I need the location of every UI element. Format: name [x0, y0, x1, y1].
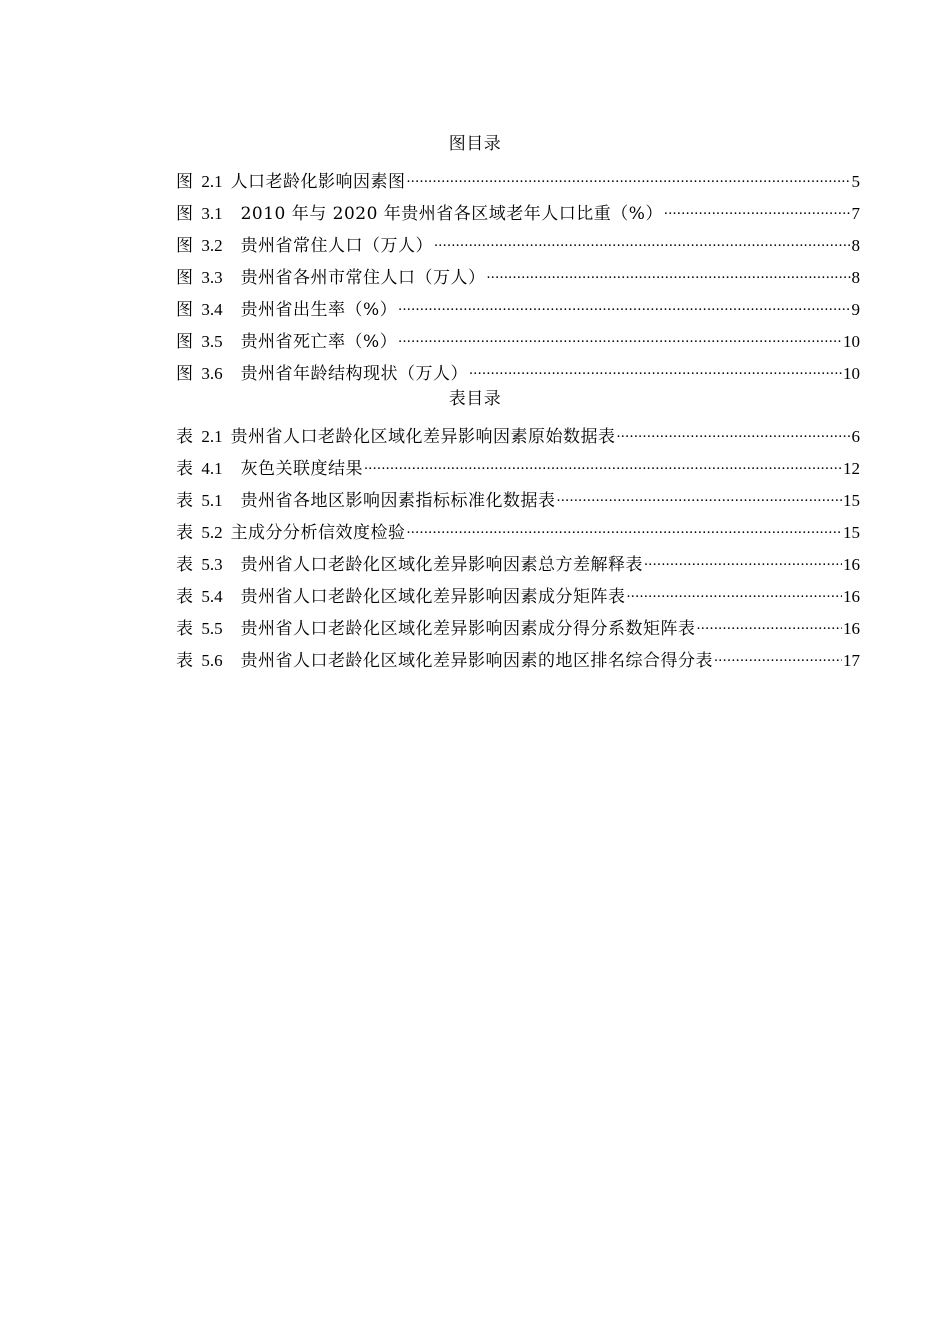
entry-number: 5.1	[201, 491, 223, 510]
entry-page: 16	[843, 619, 860, 638]
table-toc-entry[interactable]	[176, 612, 860, 644]
entry-title: 贵州省死亡率（%）	[240, 332, 398, 352]
dot-leader	[407, 516, 842, 538]
entry-number: 3.4	[201, 300, 223, 319]
table-toc-list	[176, 420, 860, 676]
entry-number: 5.2	[201, 523, 223, 542]
entry-number: 3.3	[201, 268, 223, 287]
dot-leader	[434, 229, 850, 251]
table-toc-entry[interactable]	[176, 452, 860, 484]
entry-prefix: 表	[176, 459, 194, 479]
dot-leader	[617, 420, 851, 442]
entry-prefix: 图	[176, 364, 194, 384]
entry-number: 4.1	[201, 459, 223, 478]
entry-title: 贵州省年龄结构现状（万人）	[240, 364, 469, 384]
entry-page: 6	[851, 427, 860, 446]
dot-leader	[469, 357, 842, 379]
entry-title: 贵州省常住人口（万人）	[240, 236, 434, 256]
entry-page: 17	[843, 651, 860, 670]
dot-leader	[398, 293, 850, 315]
dot-leader	[664, 197, 851, 219]
entry-prefix: 表	[176, 491, 194, 511]
figure-toc-list	[176, 165, 860, 389]
entry-title: 人口老龄化影响因素图	[230, 172, 406, 192]
entry-number: 3.6	[201, 364, 223, 383]
entry-title: 贵州省各地区影响因素指标标准化数据表	[240, 491, 556, 511]
entry-page: 10	[843, 364, 860, 383]
entry-number: 2.1	[201, 172, 223, 191]
figure-toc-heading: 图目录	[448, 134, 502, 154]
table-toc-entry[interactable]	[176, 580, 860, 612]
dot-leader	[407, 165, 851, 187]
figure-toc-entry[interactable]	[176, 229, 860, 261]
entry-title: 贵州省人口老龄化区域化差异影响因素原始数据表	[230, 427, 616, 447]
entry-title: 主成分分析信效度检验	[230, 523, 406, 543]
entry-prefix: 图	[176, 172, 194, 192]
entry-number: 5.3	[201, 555, 223, 574]
dot-leader	[627, 580, 842, 602]
entry-prefix: 表	[176, 619, 194, 639]
dot-leader	[487, 261, 851, 283]
entry-page: 12	[843, 459, 860, 478]
table-toc-heading: 表目录	[448, 389, 502, 409]
entry-number: 5.4	[201, 587, 223, 606]
entry-page: 15	[843, 491, 860, 510]
entry-title: 2010 年与 2020 年贵州省各区域老年人口比重（%）	[240, 204, 663, 224]
figure-toc-entry[interactable]	[176, 197, 860, 229]
dot-leader	[364, 452, 842, 474]
entry-title: 贵州省出生率（%）	[240, 300, 398, 320]
dot-leader	[398, 325, 842, 347]
entry-title: 贵州省人口老龄化区域化差异影响因素成分得分系数矩阵表	[240, 619, 696, 639]
entry-page: 16	[843, 587, 860, 606]
entry-number: 3.1	[201, 204, 223, 223]
entry-page: 8	[851, 236, 860, 255]
entry-page: 10	[843, 332, 860, 351]
entry-number: 3.2	[201, 236, 223, 255]
entry-page: 8	[851, 268, 860, 287]
entry-prefix: 图	[176, 236, 194, 256]
table-toc-entry[interactable]	[176, 516, 860, 548]
table-toc-entry[interactable]	[176, 548, 860, 580]
figure-toc-entry[interactable]	[176, 261, 860, 293]
figure-toc-entry[interactable]	[176, 165, 860, 197]
entry-prefix: 表	[176, 523, 194, 543]
entry-prefix: 表	[176, 587, 194, 607]
entry-prefix: 表	[176, 555, 194, 575]
entry-title: 贵州省人口老龄化区域化差异影响因素总方差解释表	[240, 555, 644, 575]
entry-prefix: 图	[176, 268, 194, 288]
figure-toc-entry[interactable]	[176, 325, 860, 357]
entry-prefix: 图	[176, 300, 194, 320]
entry-number: 2.1	[201, 427, 223, 446]
entry-prefix: 表	[176, 427, 194, 447]
figure-toc-entry[interactable]	[176, 293, 860, 325]
dot-leader	[697, 612, 842, 634]
entry-page: 9	[851, 300, 860, 319]
table-toc-entry[interactable]	[176, 484, 860, 516]
table-toc-entry[interactable]	[176, 420, 860, 452]
entry-title: 灰色关联度结果	[240, 459, 364, 479]
table-toc-entry[interactable]	[176, 644, 860, 676]
entry-page: 7	[851, 204, 860, 223]
entry-title: 贵州省人口老龄化区域化差异影响因素的地区排名综合得分表	[240, 651, 714, 671]
entry-prefix: 图	[176, 332, 194, 352]
entry-title: 贵州省各州市常住人口（万人）	[240, 268, 486, 288]
entry-page: 15	[843, 523, 860, 542]
entry-page: 5	[851, 172, 860, 191]
entry-number: 5.5	[201, 619, 223, 638]
entry-title: 贵州省人口老龄化区域化差异影响因素成分矩阵表	[240, 587, 626, 607]
entry-number: 5.6	[201, 651, 223, 670]
entry-prefix: 表	[176, 651, 194, 671]
figure-toc-entry[interactable]	[176, 357, 860, 389]
entry-page: 16	[843, 555, 860, 574]
dot-leader	[557, 484, 842, 506]
entry-prefix: 图	[176, 204, 194, 224]
dot-leader	[714, 644, 842, 666]
dot-leader	[644, 548, 842, 570]
entry-number: 3.5	[201, 332, 223, 351]
